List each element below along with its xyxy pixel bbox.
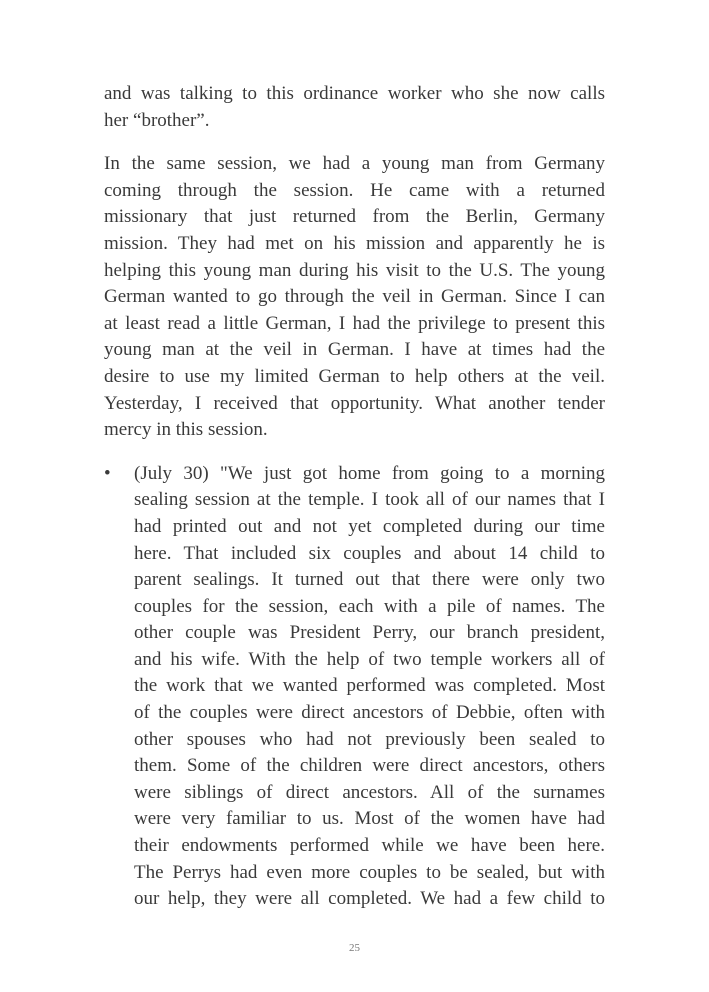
text-line: young man at the veil in German. I have at times had the (104, 339, 605, 361)
text-line: (July 30) "We just got home from going to a morning (134, 462, 605, 484)
page-number: 25 (349, 942, 360, 954)
document-page (104, 81, 605, 913)
paragraph-continuation (104, 81, 605, 134)
text-line: missionary that just returned from the Berlin, Germany (104, 206, 605, 228)
text-line: the work that we wanted performed was completed. Most (134, 675, 605, 697)
bullet-icon: • (104, 462, 111, 484)
text-line: here. That included six couples and about 14 child to (134, 542, 605, 564)
text-line: mission. They had met on his mission and apparently he is (104, 232, 605, 254)
text-line: had printed out and not yet completed during our time (134, 515, 605, 537)
bullet-list-item-july-30 (104, 461, 605, 913)
text-line: coming through the session. He came with a returned (104, 179, 605, 201)
text-line: were siblings of direct ancestors. All of the surnames (134, 781, 605, 803)
text-line: couples for the session, each with a pile of names. The (134, 595, 605, 617)
text-line: of the couples were direct ancestors of Debbie, often with (134, 702, 605, 724)
text-line: them. Some of the children were direct ancestors, others (134, 755, 605, 777)
text-line: parent sealings. It turned out that there were only two (134, 569, 605, 591)
text-line: sealing session at the temple. I took all of our names that I (134, 489, 605, 511)
text-line: The Perrys had even more couples to be sealed, but with (134, 861, 605, 883)
text-line: their endowments performed while we have been here. (134, 835, 605, 857)
text-line: German wanted to go through the veil in German. Since I can (104, 286, 605, 308)
text-line: at least read a little German, I had the privilege to present this (104, 312, 605, 334)
text-line: desire to use my limited German to help others at the veil. (104, 365, 605, 387)
text-line: helping this young man during his visit to the U.S. The young (104, 259, 605, 281)
text-line: other couple was President Perry, our branch president, (134, 622, 605, 644)
text-line: In the same session, we had a young man from Germany (104, 153, 605, 175)
paragraph-german-session (104, 151, 605, 444)
text-line: were very familiar to us. Most of the women have had (134, 808, 605, 830)
text-line: and was talking to this ordinance worker who she now calls (104, 83, 605, 104)
text-line: mercy in this session. (104, 419, 268, 441)
text-line: other spouses who had not previously been sealed to (134, 728, 605, 750)
text-line: her “brother”. (104, 109, 210, 131)
text-line: our help, they were all completed. We had a few child to (134, 888, 605, 910)
text-line: and his wife. With the help of two temple workers all of (134, 648, 605, 670)
text-line: Yesterday, I received that opportunity. What another tender (104, 392, 605, 414)
